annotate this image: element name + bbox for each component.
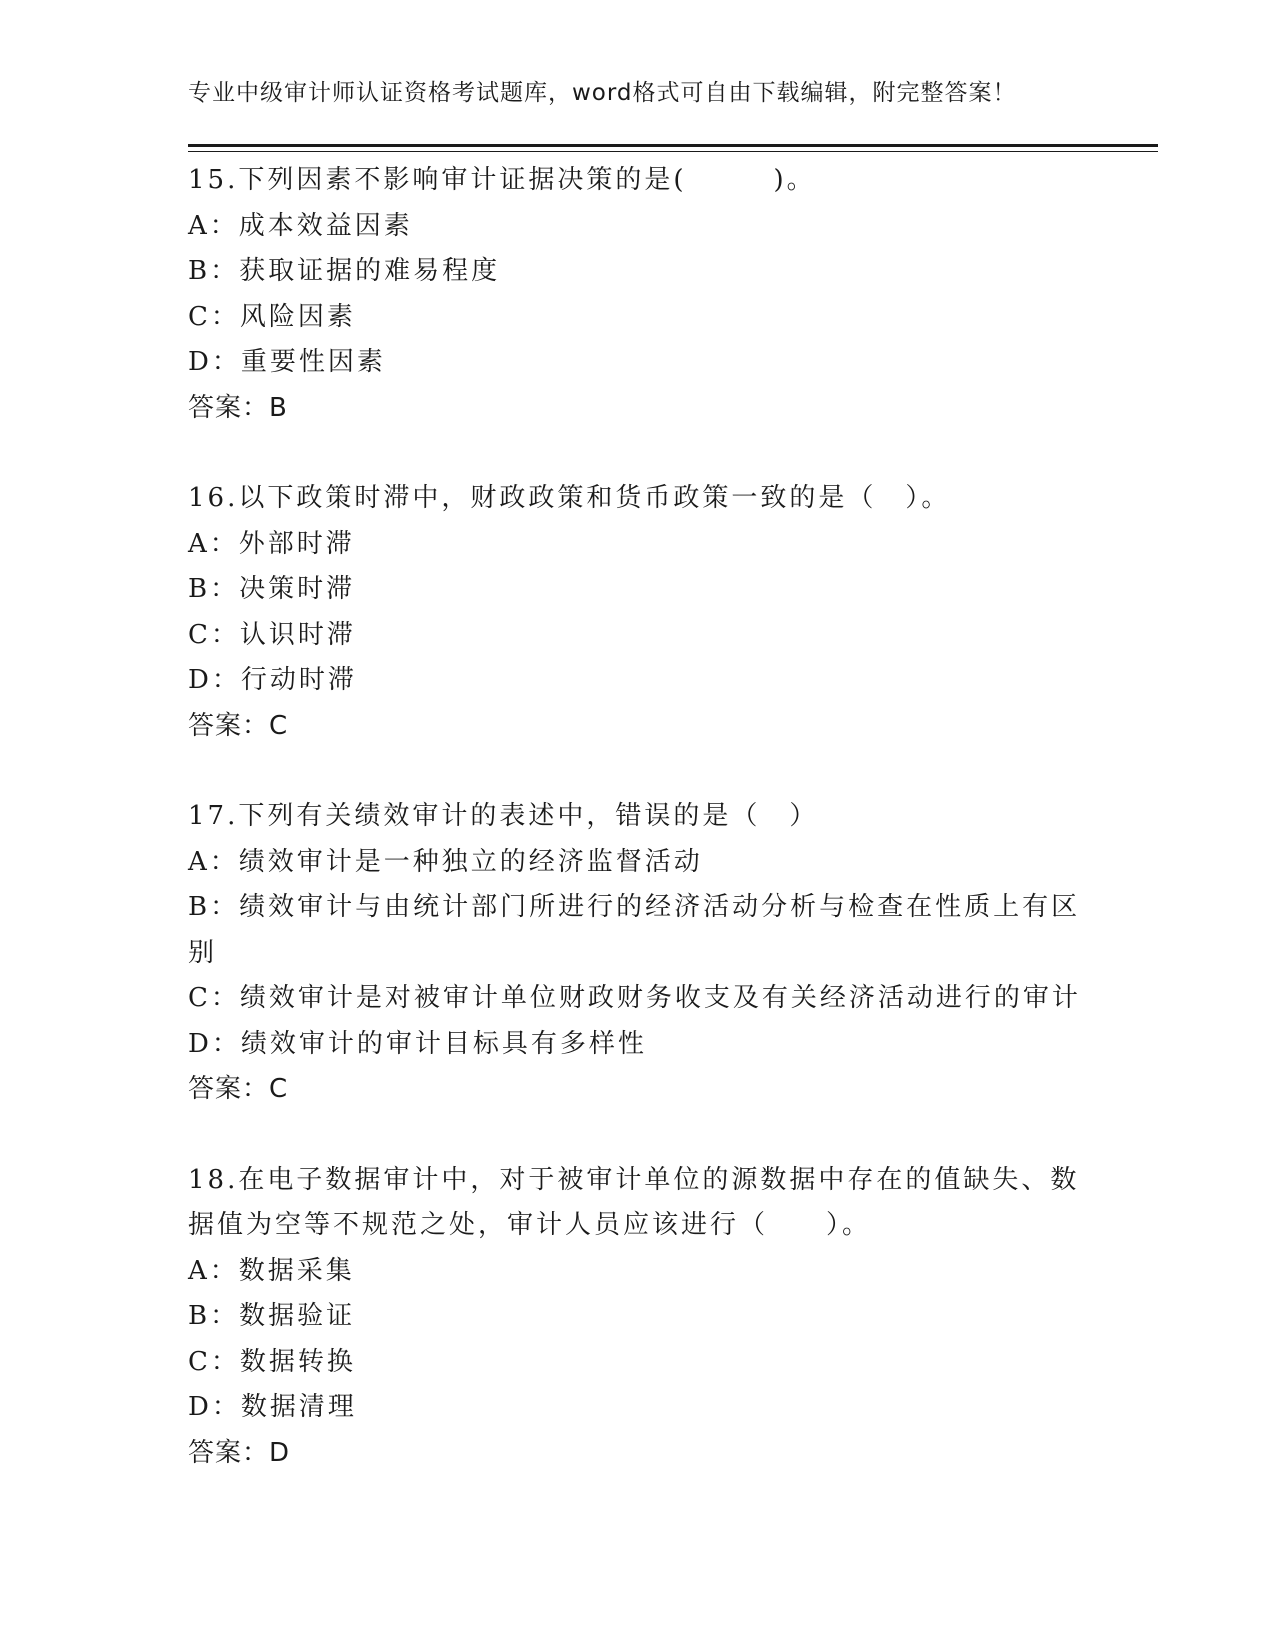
option-b: B：获取证据的难易程度: [188, 256, 501, 286]
option-c: C：认识时滞: [188, 619, 356, 650]
question-list: [188, 158, 1088, 1521]
option-d: D：行动时滞: [188, 665, 357, 695]
answer: 答案：B: [188, 392, 288, 423]
question-stem: 18.在电子数据审计中，对于被审计单位的源数据中存在的值缺失、数: [188, 1164, 1080, 1195]
option-a: A：成本效益因素: [188, 210, 413, 241]
question-stem: 17.下列有关绩效审计的表述中，错误的是（ ）: [188, 801, 819, 831]
answer: 答案：C: [188, 710, 289, 741]
page-header: 专业中级审计师认证资格考试题库，word格式可自由下载编辑，附完整答案！: [188, 80, 1017, 106]
option-a: A：绩效审计是一种独立的经济监督活动: [188, 846, 703, 877]
option-d: D：绩效审计的审计目标具有多样性: [188, 1028, 647, 1059]
option-a: A：外部时滞: [188, 528, 355, 559]
answer: 答案：C: [188, 1074, 289, 1104]
option-d: D：重要性因素: [188, 347, 386, 377]
question-stem-continued: 据值为空等不规范之处，审计人员应该进行（ ）。: [188, 1210, 872, 1240]
question-16: [188, 476, 1088, 749]
option-a: A：数据采集: [188, 1255, 355, 1286]
question-18: [188, 1158, 1088, 1477]
option-b-continued: 别: [188, 937, 218, 968]
question-17: [188, 794, 1088, 1113]
answer: 答案：D: [188, 1437, 291, 1468]
option-b: B：数据验证: [188, 1301, 356, 1331]
question-stem: 15.下列因素不影响审计证据决策的是( )。: [188, 165, 816, 195]
question-15: [188, 158, 1088, 431]
question-stem: 16.以下政策时滞中，财政政策和货币政策一致的是（ ）。: [188, 483, 951, 513]
option-d: D：数据清理: [188, 1392, 357, 1422]
header-divider: [188, 144, 1158, 152]
option-c: C：绩效审计是对被审计单位财政财务收支及有关经济活动进行的审计: [188, 983, 1081, 1013]
option-c: C：数据转换: [188, 1346, 356, 1377]
option-b: B：决策时滞: [188, 574, 356, 604]
option-b: B：绩效审计与由统计部门所进行的经济活动分析与检查在性质上有区: [188, 892, 1081, 922]
option-c: C：风险因素: [188, 301, 356, 332]
